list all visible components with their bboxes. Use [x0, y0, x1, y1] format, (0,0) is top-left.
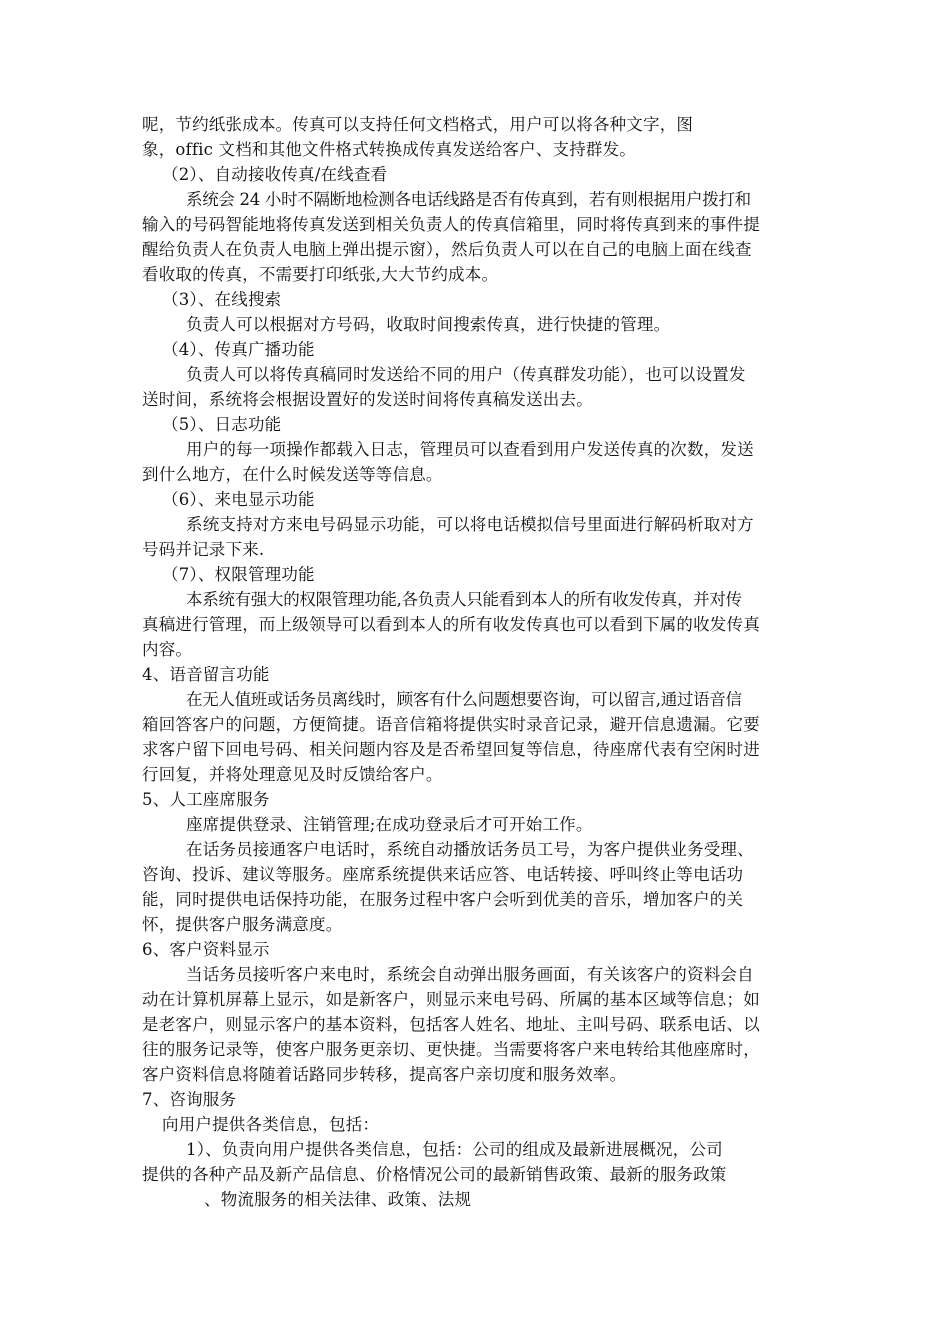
text-line: （6）、来电显示功能: [162, 490, 315, 509]
text-line: 能，同时提供电话保持功能，在服务过程中客户会听到优美的音乐，增加客户的关: [142, 890, 744, 909]
text-line: 动在计算机屏幕上显示，如是新客户，则显示来电号码、所属的基本区域等信息；如: [142, 990, 760, 1009]
text-line: 真稿进行管理，而上级领导可以看到本人的所有收发传真也可以看到下属的收发传真: [142, 615, 760, 634]
text-line: 负责人可以将传真稿同时发送给不同的用户（传真群发功能），也可以设置发: [186, 365, 746, 384]
text-line: 座席提供登录、注销管理;在成功登录后才可开始工作。: [186, 815, 593, 834]
text-line: 、物流服务的相关法律、政策、法规: [204, 1190, 472, 1209]
text-line: （2）、自动接收传真/在线查看: [162, 165, 388, 184]
text-line: 往的服务记录等，使客户服务更亲切、更快捷。当需要将客户来电转给其他座席时，: [142, 1040, 760, 1059]
text-line: 醒给负责人在负责人电脑上弹出提示窗），然后负责人可以在自己的电脑上面在线查: [142, 240, 752, 259]
text-line: （7）、权限管理功能: [162, 565, 315, 584]
text-line: 送时间，系统将会根据设置好的发送时间将传真稿发送出去。: [142, 390, 593, 409]
text-line: 客户资料信息将随着话路同步转移，提高客户亲切度和服务效率。: [142, 1065, 627, 1084]
text-line: 1）、负责向用户提供各类信息，包括：公司的组成及最新进展概况，公司: [186, 1140, 723, 1159]
text-line: 在无人值班或话务员离线时，顾客有什么问题想要咨询，可以留言,通过语音信: [186, 690, 742, 709]
text-line: 向用户提供各类信息，包括：: [162, 1115, 380, 1134]
text-line: 系统会 24 小时不隔断地检测各电话线路是否有传真到，若有则根据用户拨打和: [186, 190, 751, 209]
text-line: 咨询、投诉、建议等服务。座席系统提供来话应答、电话转接、呼叫终止等电话功: [142, 865, 744, 884]
text-line: 怀，提供客户服务满意度。: [142, 915, 343, 934]
text-line: 在话务员接通客户电话时，系统自动播放话务员工号，为客户提供业务受理、: [186, 840, 754, 859]
text-line: 当话务员接听客户来电时，系统会自动弹出服务画面，有关该客户的资料会自: [186, 965, 754, 984]
text-line: （4）、传真广播功能: [162, 340, 315, 359]
text-line: （3）、在线搜索: [162, 290, 282, 309]
text-line: （5）、日志功能: [162, 415, 282, 434]
text-line: 5、人工座席服务: [142, 790, 270, 809]
text-line: 输入的号码智能地将传真发送到相关负责人的传真信箱里，同时将传真到来的事件提: [142, 215, 760, 234]
text-line: 用户的每一项操作都载入日志，管理员可以查看到用户发送传真的次数，发送: [186, 440, 754, 459]
text-line: 象，offic 文档和其他文件格式转换成传真发送给客户、支持群发。: [142, 140, 637, 159]
text-line: 本系统有强大的权限管理功能,各负责人只能看到本人的所有收发传真，并对传: [186, 590, 742, 609]
text-line: 求客户留下回电号码、相关问题内容及是否希望回复等信息，待座席代表有空闲时进: [142, 740, 760, 759]
text-line: 号码并记录下来.: [142, 540, 265, 559]
text-line: 箱回答客户的问题，方便简捷。语音信箱将提供实时录音记录，避开信息遗漏。它要: [142, 715, 760, 734]
text-line: 呢，节约纸张成本。传真可以支持任何文档格式，用户可以将各种文字，图: [142, 115, 694, 134]
text-line: 6、客户资料显示: [142, 940, 270, 959]
text-line: 7、咨询服务: [142, 1090, 237, 1109]
document-body: [142, 112, 822, 1212]
text-line: 看收取的传真，不需要打印纸张,大大节约成本。: [142, 265, 499, 284]
text-line: 系统支持对方来电号码显示功能，可以将电话模拟信号里面进行解码析取对方: [186, 515, 754, 534]
text-line: 4、语音留言功能: [142, 665, 270, 684]
text-line: 内容。: [142, 640, 193, 659]
text-line: 提供的各种产品及新产品信息、价格情况公司的最新销售政策、最新的服务政策: [142, 1165, 727, 1184]
text-line: 到什么地方，在什么时候发送等等信息。: [142, 465, 443, 484]
text-line: 负责人可以根据对方号码，收取时间搜索传真，进行快捷的管理。: [186, 315, 671, 334]
text-line: 行回复，并将处理意见及时反馈给客户。: [142, 765, 443, 784]
text-line: 是老客户，则显示客户的基本资料，包括客人姓名、地址、主叫号码、联系电话、以: [142, 1015, 760, 1034]
